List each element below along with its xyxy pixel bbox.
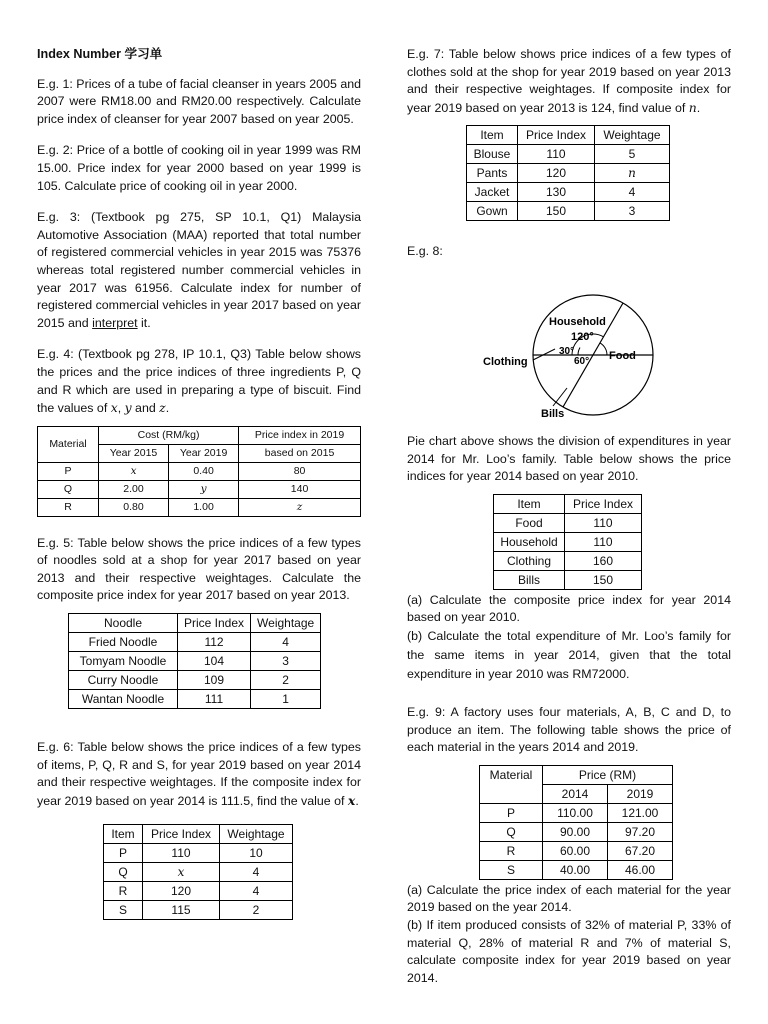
cell: 112: [178, 633, 251, 652]
header-year-2019: Year 2019: [169, 444, 239, 462]
cell: 110: [565, 513, 642, 532]
cell: R: [480, 841, 543, 860]
table-row: [69, 671, 321, 690]
cell: 110: [143, 844, 220, 863]
cell: 60.00: [543, 841, 608, 860]
table-row: [38, 480, 361, 498]
example-3-text: [37, 209, 361, 332]
example-9-question-b: (b) If item produced consists of 32% of material P, 33% of material Q, 28% of material R and 7% of material S, calculate composite index for year 2019 based on year 2014.: [407, 917, 731, 985]
cell: Q: [104, 863, 143, 882]
cell: n: [595, 164, 670, 183]
cell: Q: [38, 480, 99, 498]
variable-n: n: [688, 99, 697, 115]
cell: Food: [494, 513, 565, 532]
table-row: [467, 183, 670, 202]
table-row: [69, 652, 321, 671]
cell: 4: [251, 633, 321, 652]
table-row: [69, 690, 321, 709]
cell: Wantan Noodle: [69, 690, 178, 709]
table-row: [104, 901, 293, 920]
cell: Bills: [494, 570, 565, 589]
variable-x: x: [110, 400, 118, 416]
example-3-end: it.: [137, 315, 151, 330]
header-cost: Cost (RM/kg): [99, 426, 239, 444]
comma: ,: [117, 401, 125, 416]
page-title: Index Number 学习单: [37, 47, 163, 61]
cell: R: [104, 882, 143, 901]
example-7-body: E.g. 7: Table below shows price indices of a few types of clothes sold at the shop for year 2019 based on year 2013 and their respective weightages. If composite index for year 2019 based on year 2013 is 124, find value of: [407, 47, 731, 115]
cell: 115: [143, 901, 220, 920]
materials-table: [479, 765, 673, 880]
cell: 67.20: [608, 841, 673, 860]
pie-label-food: Food: [609, 349, 636, 362]
pie-label-30: 30°: [559, 345, 575, 357]
cell: 2.00: [99, 480, 169, 498]
cell: S: [480, 860, 543, 879]
cell: R: [38, 498, 99, 516]
cell: 110: [518, 145, 595, 164]
example-2-text: E.g. 2: Price of a bottle of cooking oil in year 1999 was RM 15.00. Price index for year 2000 based on year 1999 is 105. Calculate price of cooking oil in year 2000.: [37, 143, 361, 193]
variable-z: z: [159, 400, 166, 416]
cell: 10: [220, 844, 293, 863]
table-row: [494, 532, 642, 551]
example-5-text: E.g. 5: Table below shows the price indices of a few types of noodles sold at a shop for year 2017 based on year 2013 and their respective weightages. Calculate the composite price index for year 2017 based on year 2013.: [37, 535, 361, 603]
cell: Jacket: [467, 183, 518, 202]
variable-y: y: [124, 400, 132, 416]
cell: 150: [565, 570, 642, 589]
cell: Tomyam Noodle: [69, 652, 178, 671]
cell: 40.00: [543, 860, 608, 879]
cell: 2: [220, 901, 293, 920]
angle-arc-60: [600, 343, 607, 355]
cell: x: [143, 863, 220, 882]
left-column: [37, 46, 361, 920]
ingredients-table: [37, 426, 361, 517]
header-price-index: Price Index: [178, 614, 251, 633]
header-price-index: Price Index: [143, 825, 220, 844]
period: .: [696, 100, 701, 115]
cell: 111: [178, 690, 251, 709]
cell: 5: [595, 145, 670, 164]
example-9-text: E.g. 9: A factory uses four materials, A, B, C and D, to produce an item. The following table shows the price of each material in the years 2014 and 2019.: [407, 704, 731, 755]
header-weightage: Weightage: [220, 825, 293, 844]
header-index-2: based on 2015: [239, 444, 361, 462]
header-price: Price (RM): [543, 765, 673, 784]
cell: P: [38, 462, 99, 480]
header-material: Material: [480, 765, 543, 803]
cell: Household: [494, 532, 565, 551]
cell: Fried Noodle: [69, 633, 178, 652]
pie-label-clothing: Clothing: [483, 355, 528, 368]
cell: Clothing: [494, 551, 565, 570]
cell: 104: [178, 652, 251, 671]
header-year-2019: 2019: [608, 784, 673, 803]
header-year-2015: Year 2015: [99, 444, 169, 462]
table-row: [104, 882, 293, 901]
header-material: Material: [38, 426, 99, 462]
table-row: [480, 803, 673, 822]
cell: Pants: [467, 164, 518, 183]
header-index-1: Price index in 2019: [239, 426, 361, 444]
cell: 110.00: [543, 803, 608, 822]
table-row: [38, 498, 361, 516]
header-weightage: Weightage: [251, 614, 321, 633]
cell: x: [99, 462, 169, 480]
cell: 110: [565, 532, 642, 551]
example-6-text: [37, 739, 361, 810]
table-row: [480, 860, 673, 879]
cell: 4: [595, 183, 670, 202]
example-8-question-a: (a) Calculate the composite price index for year 2014 based on year 2010.: [407, 592, 731, 625]
clothes-table: [466, 125, 670, 221]
example-8-question-b: (b) Calculate the total expenditure of Mr. Loo’s family for the same items in year 2014, given that the total expenditure in year 2010 was RM72000.: [407, 628, 731, 681]
period: .: [355, 793, 359, 808]
table-row: [104, 863, 293, 882]
table-row: [480, 841, 673, 860]
cell: z: [239, 498, 361, 516]
cell: 3: [595, 202, 670, 221]
table-row: [467, 145, 670, 164]
variable-x: x: [347, 792, 356, 808]
cell: 80: [239, 462, 361, 480]
example-4-body: E.g. 4: (Textbook pg 278, IP 10.1, Q3) Table below shows the prices and the price indices of three ingredients P, Q and R which are used in preparing a type of biscuit. Find the values of: [37, 347, 361, 416]
price-index-table: [493, 494, 642, 590]
cell: 120: [518, 164, 595, 183]
pie-label-household: Household: [549, 315, 606, 328]
cell: Blouse: [467, 145, 518, 164]
table-row: [38, 462, 361, 480]
cell: 1.00: [169, 498, 239, 516]
example-3-body: E.g. 3: (Textbook pg 275, SP 10.1, Q1) Malaysia Automotive Association (MAA) reported that total number of registered commercial vehicles in year 2015 was 75376 whereas total registered number commercial vehicles in year 2017 was 61956. Calculate index for number of registered commercial vehicles in year 2017 based on year 2015 and: [37, 210, 361, 330]
cell: 140: [239, 480, 361, 498]
cell: 1: [251, 690, 321, 709]
table-row: [494, 513, 642, 532]
table-row: [69, 633, 321, 652]
interpret-word: interpret: [92, 315, 138, 330]
items-table: [103, 824, 293, 920]
header-price-index: Price Index: [565, 494, 642, 513]
header-price-index: Price Index: [518, 126, 595, 145]
cell: Gown: [467, 202, 518, 221]
cell: 4: [220, 882, 293, 901]
cell: Q: [480, 822, 543, 841]
cell: 4: [220, 863, 293, 882]
example-8-text: Pie chart above shows the division of expenditures in year 2014 for Mr. Loo’s family. Table below shows the price indices for year 2014 based on year 2010.: [407, 433, 731, 484]
cell: 150: [518, 202, 595, 221]
header-year-2014: 2014: [543, 784, 608, 803]
cell: 46.00: [608, 860, 673, 879]
header-item: Item: [494, 494, 565, 513]
cell: P: [480, 803, 543, 822]
table-row: [494, 570, 642, 589]
example-1-text: E.g. 1: Prices of a tube of facial cleanser in years 2005 and 2007 were RM18.00 and RM20.00 respectively. Calculate price index of cleanser for year 2007 based on year 2005.: [37, 76, 361, 126]
cell: 3: [251, 652, 321, 671]
example-8-label: E.g. 8:: [407, 244, 443, 259]
and-word: and: [131, 401, 160, 416]
noodle-table: [68, 613, 321, 709]
cell: 0.80: [99, 498, 169, 516]
table-row: [480, 822, 673, 841]
cell: 0.40: [169, 462, 239, 480]
table-row: [494, 551, 642, 570]
cell: S: [104, 901, 143, 920]
pie-label-60: 60°: [574, 355, 590, 367]
cell: 130: [518, 183, 595, 202]
cell: 160: [565, 551, 642, 570]
period: .: [165, 401, 170, 416]
header-noodle: Noodle: [69, 614, 178, 633]
right-column: [407, 46, 731, 987]
expenditure-pie-chart: [407, 263, 731, 423]
header-weightage: Weightage: [595, 126, 670, 145]
cell: 97.20: [608, 822, 673, 841]
example-7-text: [407, 46, 731, 117]
pie-label-bills: Bills: [541, 407, 565, 420]
header-item: Item: [467, 126, 518, 145]
cell: 2: [251, 671, 321, 690]
table-row: [467, 164, 670, 183]
angle-arc-30: [578, 347, 580, 355]
cell: P: [104, 844, 143, 863]
example-6-body: E.g. 6: Table below shows the price indices of a few types of items, P, Q, R and S, for year 2019 based on year 2014 and their respective weightages. If the composite index for year 2019 based on year 2014 is 111.5, find the value of: [37, 740, 361, 808]
pie-label-120: 120°: [571, 330, 594, 343]
table-row: [104, 844, 293, 863]
cell: 109: [178, 671, 251, 690]
cell: 90.00: [543, 822, 608, 841]
cell: y: [169, 480, 239, 498]
table-row: [467, 202, 670, 221]
example-9-question-a: (a) Calculate the price index of each material for the year 2019 based on the year 2014.: [407, 882, 731, 915]
example-4-text: [37, 346, 361, 417]
header-item: Item: [104, 825, 143, 844]
cell: Curry Noodle: [69, 671, 178, 690]
cell: 121.00: [608, 803, 673, 822]
cell: 120: [143, 882, 220, 901]
pie-divider-upper: [593, 303, 623, 355]
